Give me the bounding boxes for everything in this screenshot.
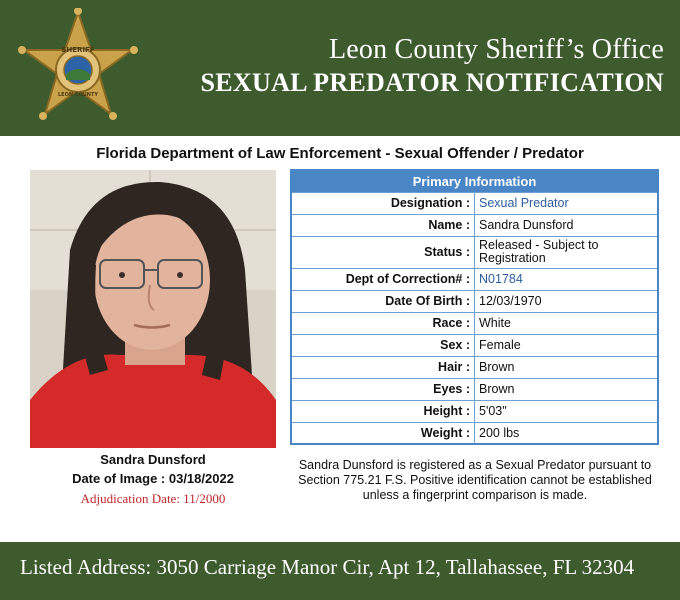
row-value: Sexual Predator [475,192,659,214]
table-row [291,334,658,356]
row-value: Female [475,334,659,356]
table-row [291,312,658,334]
row-label: Status : [291,236,475,268]
source-heading: Florida Department of Law Enforcement - Sexual Offender / Predator [96,145,584,162]
row-value: 12/03/1970 [475,290,659,312]
row-value: Released - Subject to Registration [475,236,659,268]
row-value: N01784 [475,268,659,290]
sheriff-star-badge-icon [18,8,138,128]
row-value: Brown [475,378,659,400]
date-label: Date of Image : [72,471,169,486]
table-row [291,214,658,236]
svg-text:SHERIFF: SHERIFF [61,46,95,54]
header-banner [0,0,680,136]
table-row [291,400,658,422]
row-label: Name : [291,214,475,236]
table-row [291,378,658,400]
row-label: Hair : [291,356,475,378]
row-label: Sex : [291,334,475,356]
photo-caption-name: Sandra Dunsford [100,452,206,467]
address-footer [0,542,680,600]
listed-address: Listed Address: 3050 Carriage Manor Cir, Apt 12, Tallahassee, FL 32304 [20,555,635,579]
table-row [291,236,658,268]
table-row [291,268,658,290]
row-label: Designation : [291,192,475,214]
row-value: 200 lbs [475,422,659,444]
agency-title: Leon County Sheriff’s Office [328,34,664,65]
row-label: Eyes : [291,378,475,400]
notification-title: SEXUAL PREDATOR NOTIFICATION [200,68,664,97]
table-row [291,356,658,378]
svg-text:LEON COUNTY: LEON COUNTY [58,92,98,98]
table-row [291,192,658,214]
row-label: Date Of Birth : [291,290,475,312]
offender-photo [30,170,276,448]
row-label: Weight : [291,422,475,444]
row-label: Height : [291,400,475,422]
row-value: Brown [475,356,659,378]
row-label: Dept of Correction# : [291,268,475,290]
date-value: 03/18/2022 [168,471,234,486]
primary-info-table [290,169,659,445]
row-value: Sandra Dunsford [475,214,659,236]
row-label: Race : [291,312,475,334]
registration-disclaimer: Sandra Dunsford is registered as a Sexual Predator pursuant to Section 775.21 F.S. Positive identification cannot be established unless a fingerprint comparison is made. [298,458,652,502]
row-value: 5'03" [475,400,659,422]
table-title: Primary Information [291,170,658,192]
table-row [291,290,658,312]
row-value: White [475,312,659,334]
table-row [291,422,658,444]
photo-caption-date [30,471,276,486]
adjudication-date: Adjudication Date: 11/2000 [80,491,226,506]
